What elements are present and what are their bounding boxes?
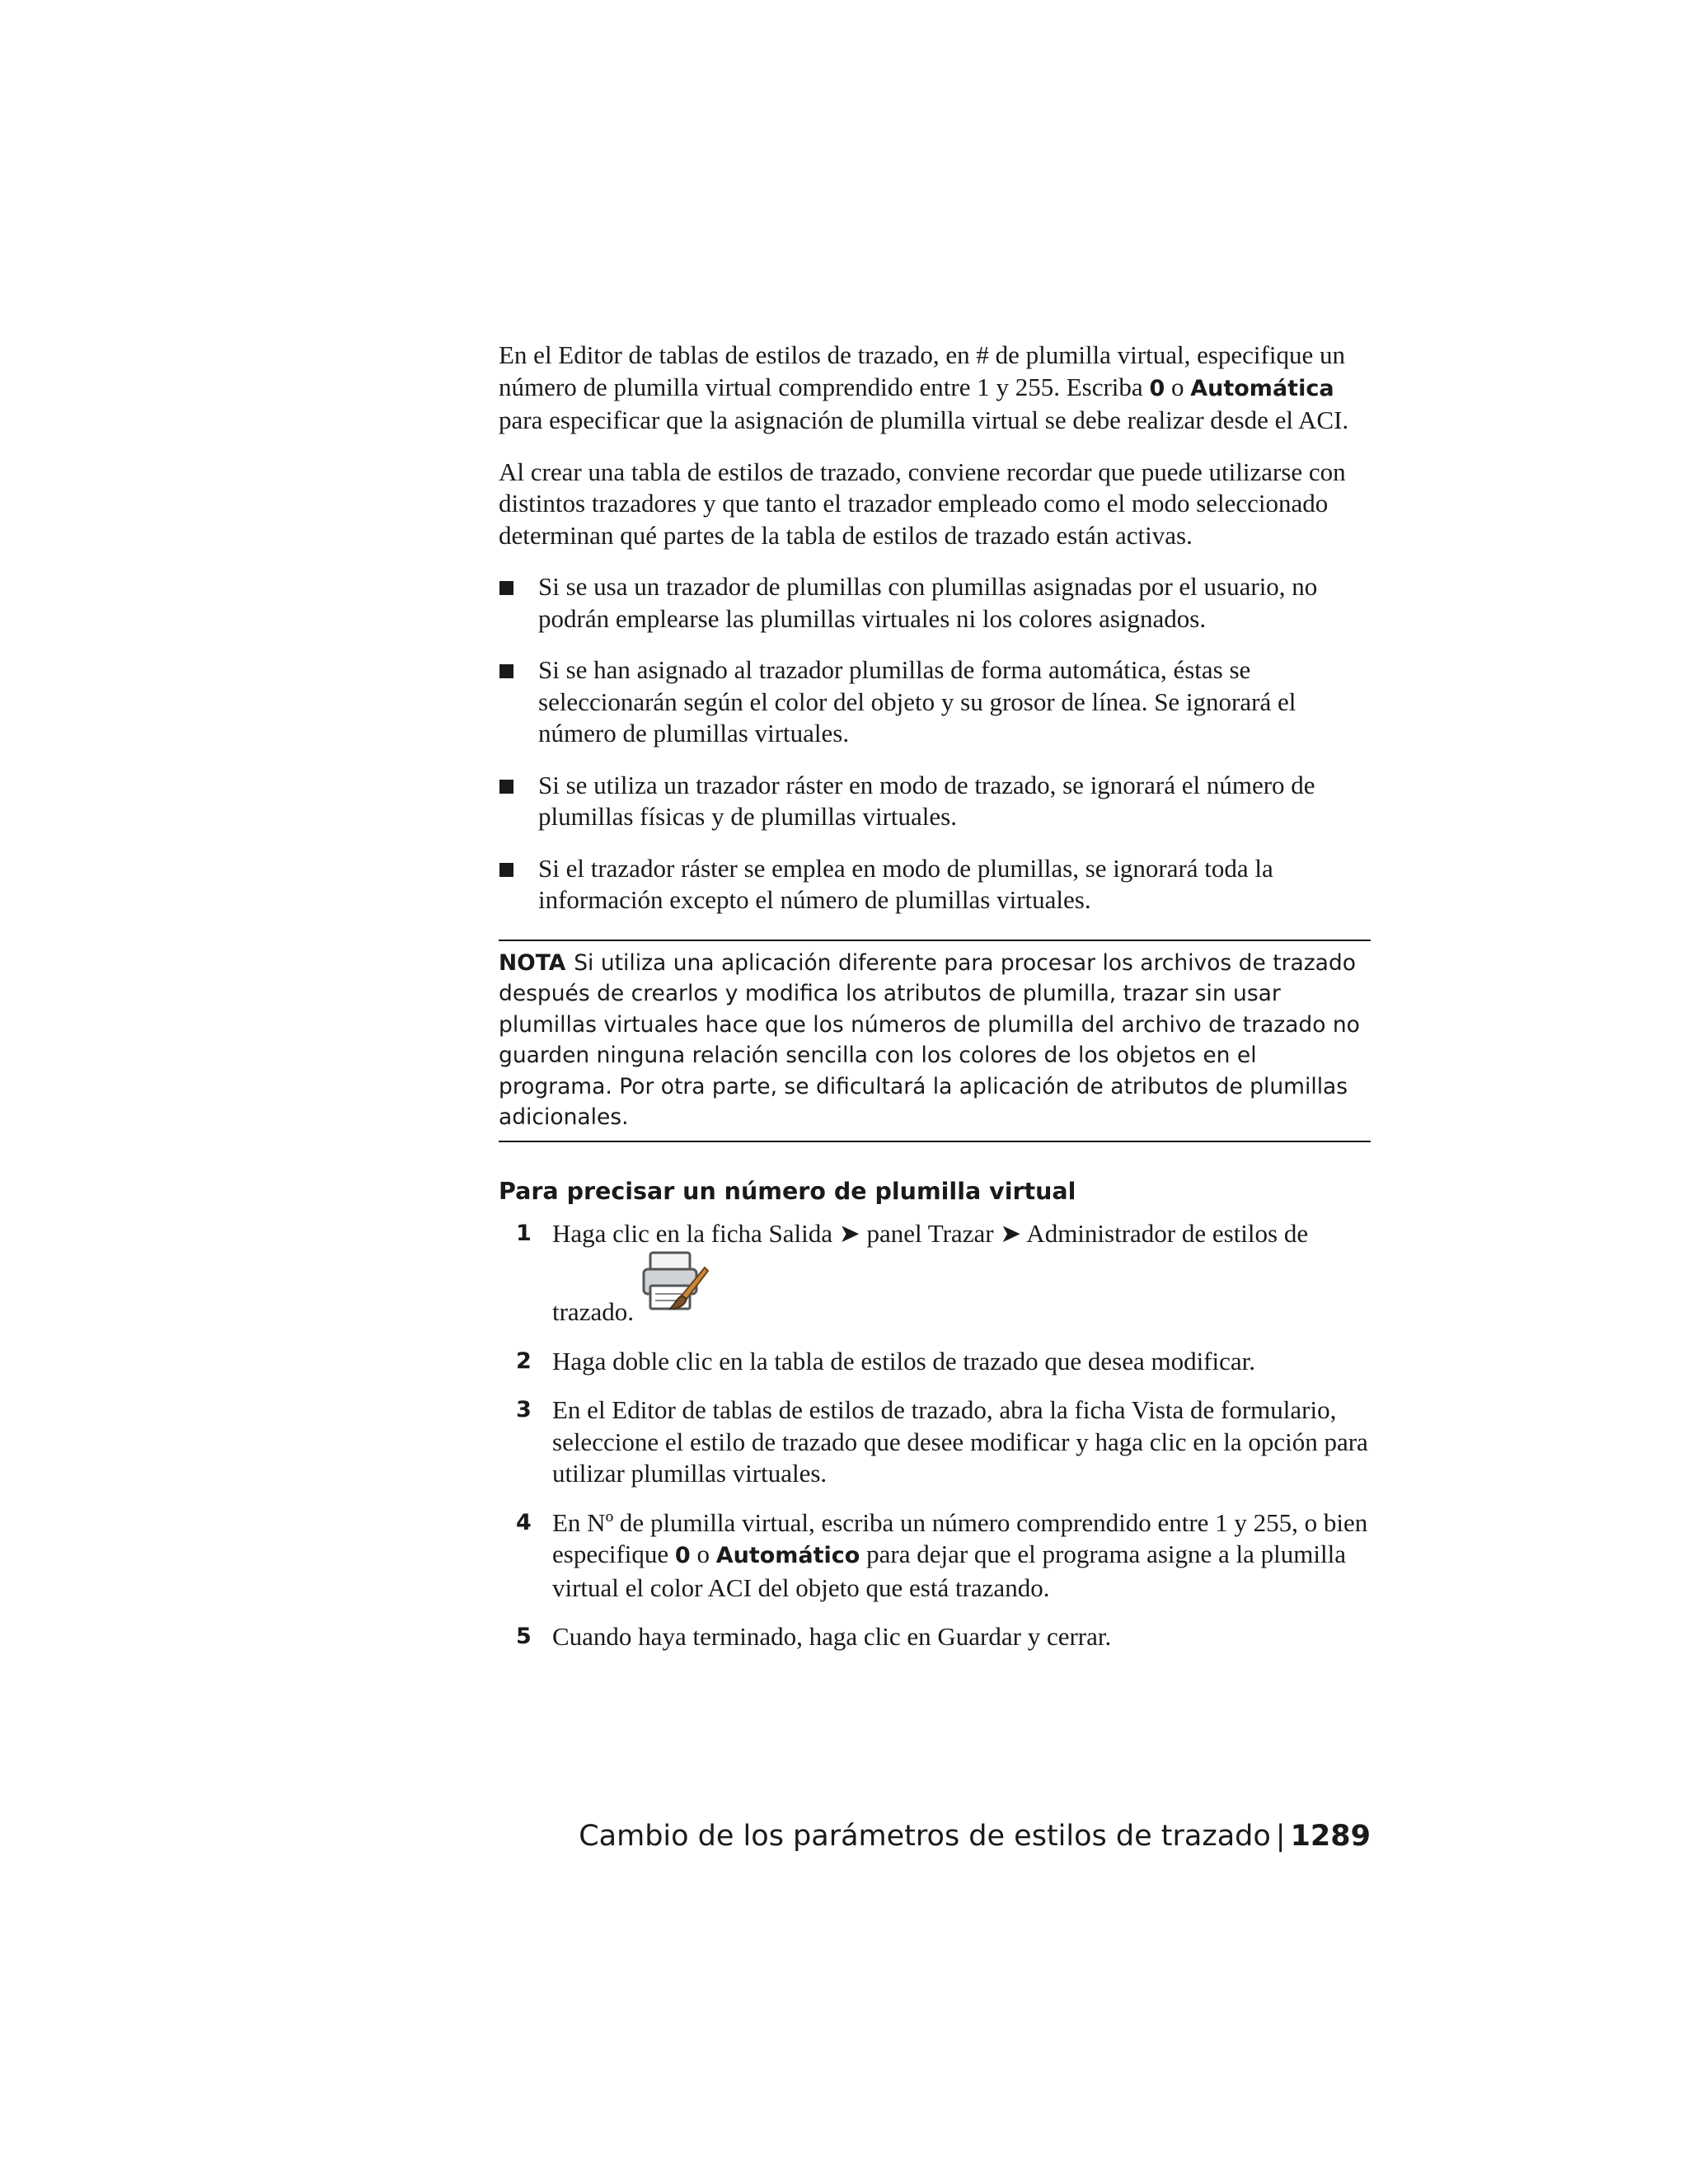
step-4: 4 En Nº de plumilla virtual, escriba un número comprendido entre 1 y 255, o bien especifique 0 o Automático para dejar que el programa asigne a la plumilla virtual el color ACI del objeto que está trazando. <box>516 1507 1368 1602</box>
bullet-item: Si se utiliza un trazador ráster en modo de trazado, se ignorará el número de plumillas físicas y de plumillas virtuales. <box>499 770 1371 833</box>
square-bullet-icon <box>499 780 513 794</box>
step-2: 2 Haga doble clic en la tabla de estilos de trazado que desea modificar. <box>516 1346 1255 1376</box>
note-label: NOTA <box>499 949 566 976</box>
square-bullet-icon <box>499 863 513 877</box>
footer-separator: | <box>1275 1820 1286 1853</box>
note-box <box>499 940 1371 1142</box>
step-2-text: Haga doble clic en la tabla de estilos de trazado que desea modificar. <box>552 1346 1255 1376</box>
step-5-text: Cuando haya terminado, haga clic en Guardar y cerrar. <box>552 1622 1112 1651</box>
bullet-item: Si se usa un trazador de plumillas con plumillas asignadas por el usuario, no podrán emplearse las plumillas virtuales ni los colores asignados. <box>499 571 1371 635</box>
step-1-text: Haga clic en la ficha Salida ➤ panel Trazar ➤ Administrador de estilos de trazado. <box>552 1218 1309 1326</box>
procedure-steps <box>499 1218 1371 1653</box>
step-5: 5 Cuando haya terminado, haga clic en Guardar y cerrar. <box>516 1622 1112 1651</box>
procedure-title: Para precisar un número de plumilla virtual <box>499 1177 1076 1205</box>
page-number: 1289 <box>1290 1820 1371 1853</box>
square-bullet-icon <box>499 581 513 595</box>
step-1: 1 Haga clic en la ficha Salida ➤ panel Trazar ➤ Administrador de estilos de trazado. <box>516 1218 1309 1326</box>
step-4-text: En Nº de plumilla virtual, escriba un número comprendido entre 1 y 255, o bien especifique 0 o Automático para dejar que el programa asigne a la plumilla virtual el color ACI del objeto que está trazando. <box>552 1507 1368 1602</box>
square-bullet-icon <box>499 664 513 678</box>
page-footer <box>579 1820 1371 1853</box>
footer-title: Cambio de los parámetros de estilos de trazado <box>579 1820 1271 1853</box>
note-text: Si utiliza una aplicación diferente para procesar los archivos de trazado después de crearlos y modifica los atributos de plumilla, trazar sin usar plumillas virtuales hace que los números de plumilla del archivo de trazado no guarden ninguna relación sencilla con los colores de los objetos en el programa. Por otra parte, se dificultará la aplicación de atributos de plumillas adicionales. <box>499 949 1360 1130</box>
paragraph-virtual-pen: En el Editor de tablas de estilos de trazado, en # de plumilla virtual, especifique un número de plumilla virtual comprendido entre 1 y 255. Escriba 0 o Automática para especificar que la asignación de plumilla virtual se debe realizar desde el ACI. <box>499 340 1349 434</box>
step-3: 3 En el Editor de tablas de estilos de trazado, abra la ficha Vista de formulario, seleccione el estilo de trazado que desee modificar y haga clic en la opción para utilizar plumillas virtuales. <box>516 1395 1368 1488</box>
bullet-list <box>499 571 1371 916</box>
plot-style-manager-icon[interactable] <box>640 1249 711 1320</box>
bullet-item: Si el trazador ráster se emplea en modo de plumillas, se ignorará toda la información excepto el número de plumillas virtuales. <box>499 853 1371 916</box>
paragraph-plotters: Al crear una tabla de estilos de trazado, conviene recordar que puede utilizarse con distintos trazadores y que tanto el trazador empleado como el modo seleccionado determinan qué partes de la tabla de estilos de trazado están activas. <box>499 457 1346 550</box>
page-body <box>499 340 1371 1671</box>
bullet-item: Si se han asignado al trazador plumillas de forma automática, éstas se seleccionarán según el color del objeto y su grosor de línea. Se ignorará el número de plumillas virtuales. <box>499 654 1371 750</box>
step-3-text: En el Editor de tablas de estilos de trazado, abra la ficha Vista de formulario, seleccione el estilo de trazado que desee modificar y haga clic en la opción para utilizar plumillas virtuales. <box>552 1395 1368 1488</box>
